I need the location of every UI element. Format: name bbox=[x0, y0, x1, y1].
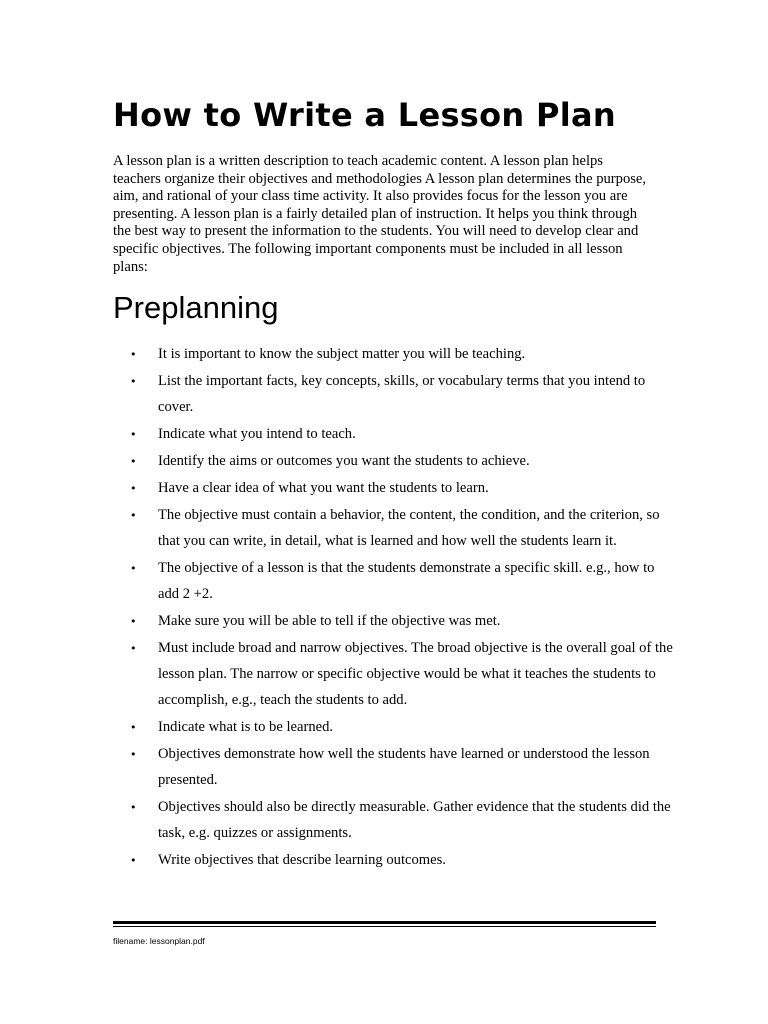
list-item bbox=[113, 369, 673, 421]
list-item-text: The objective must contain a behavior, the content, the condition, and the criterion, so that you can write, in detail, what is learned and how well the students learn it. bbox=[158, 507, 660, 550]
list-item-text: Identify the aims or outcomes you want the students to achieve. bbox=[158, 453, 530, 470]
list-item bbox=[113, 449, 673, 475]
section-heading-preplanning: Preplanning bbox=[113, 290, 279, 325]
list-item-text: List the important facts, key concepts, skills, or vocabulary terms that you intend to cover. bbox=[158, 373, 646, 415]
bullet-icon: • bbox=[130, 747, 137, 761]
list-item-text: Write objectives that describe learning outcomes. bbox=[158, 851, 446, 868]
intro-paragraph: A lesson plan is a written description to teach academic content. A lesson plan helps teachers organize their objectives and methodologies A lesson plan determines the purpose, aim, and rational of your class time activity. It also provides focus for the lesson you are presenting. A lesson plan is a fairly detailed plan of instruction. It helps you think through the best way to present the information to the students. You will need to develop clear and specific objectives. The following important components must be included in all lesson plans: bbox=[113, 153, 647, 275]
bullet-icon: • bbox=[130, 375, 137, 389]
bullet-icon: • bbox=[130, 427, 137, 441]
preplanning-list bbox=[113, 342, 673, 875]
bullet-icon: • bbox=[130, 720, 137, 734]
list-item bbox=[113, 609, 673, 635]
bullet-icon: • bbox=[130, 348, 137, 361]
bullet-icon: • bbox=[130, 615, 137, 629]
list-item-text: The objective of a lesson is that the students demonstrate a specific skill. e.g., how to add 2 +2. bbox=[158, 560, 655, 602]
list-item bbox=[113, 795, 673, 847]
bullet-icon: • bbox=[130, 800, 137, 814]
list-item bbox=[113, 342, 673, 368]
list-item-text: Make sure you will be able to tell if the objective was met. bbox=[158, 613, 501, 630]
list-item-text: Indicate what is to be learned. bbox=[158, 718, 334, 735]
bullet-icon: • bbox=[130, 455, 137, 469]
list-item-text: Must include broad and narrow objectives. The broad objective is the overall goal of the lesson plan. The narrow or specific objective would be what it teaches the students to accomplish, e.g., teach the students to add. bbox=[158, 640, 673, 708]
list-item-text: Have a clear idea of what you want the students to learn. bbox=[158, 480, 489, 497]
list-item bbox=[113, 636, 673, 713]
list-item bbox=[113, 715, 673, 741]
footer-divider-thick bbox=[113, 921, 656, 924]
footer-filename: filename: lessonplan.pdf bbox=[113, 936, 205, 946]
document-title: How to Write a Lesson Plan bbox=[113, 96, 616, 134]
list-item bbox=[113, 476, 673, 502]
list-item-text: Objectives demonstrate how well the students have learned or understood the lesson presented. bbox=[158, 745, 650, 788]
list-item bbox=[113, 742, 673, 794]
bullet-icon: • bbox=[130, 642, 137, 656]
list-item-text: Indicate what you intend to teach. bbox=[158, 425, 356, 442]
footer-divider-thin bbox=[113, 926, 656, 927]
footer-divider bbox=[113, 921, 656, 927]
bullet-icon: • bbox=[130, 853, 137, 867]
list-item bbox=[113, 848, 673, 874]
bullet-icon: • bbox=[130, 482, 137, 496]
list-item-text: Objectives should also be directly measurable. Gather evidence that the students did the task, e.g. quizzes or assignments. bbox=[158, 798, 671, 841]
bullet-icon: • bbox=[130, 562, 137, 576]
list-item-text: It is important to know the subject matter you will be teaching. bbox=[158, 346, 526, 362]
list-item bbox=[113, 556, 673, 608]
list-item bbox=[113, 422, 673, 448]
list-item bbox=[113, 503, 673, 555]
bullet-icon: • bbox=[130, 509, 137, 523]
